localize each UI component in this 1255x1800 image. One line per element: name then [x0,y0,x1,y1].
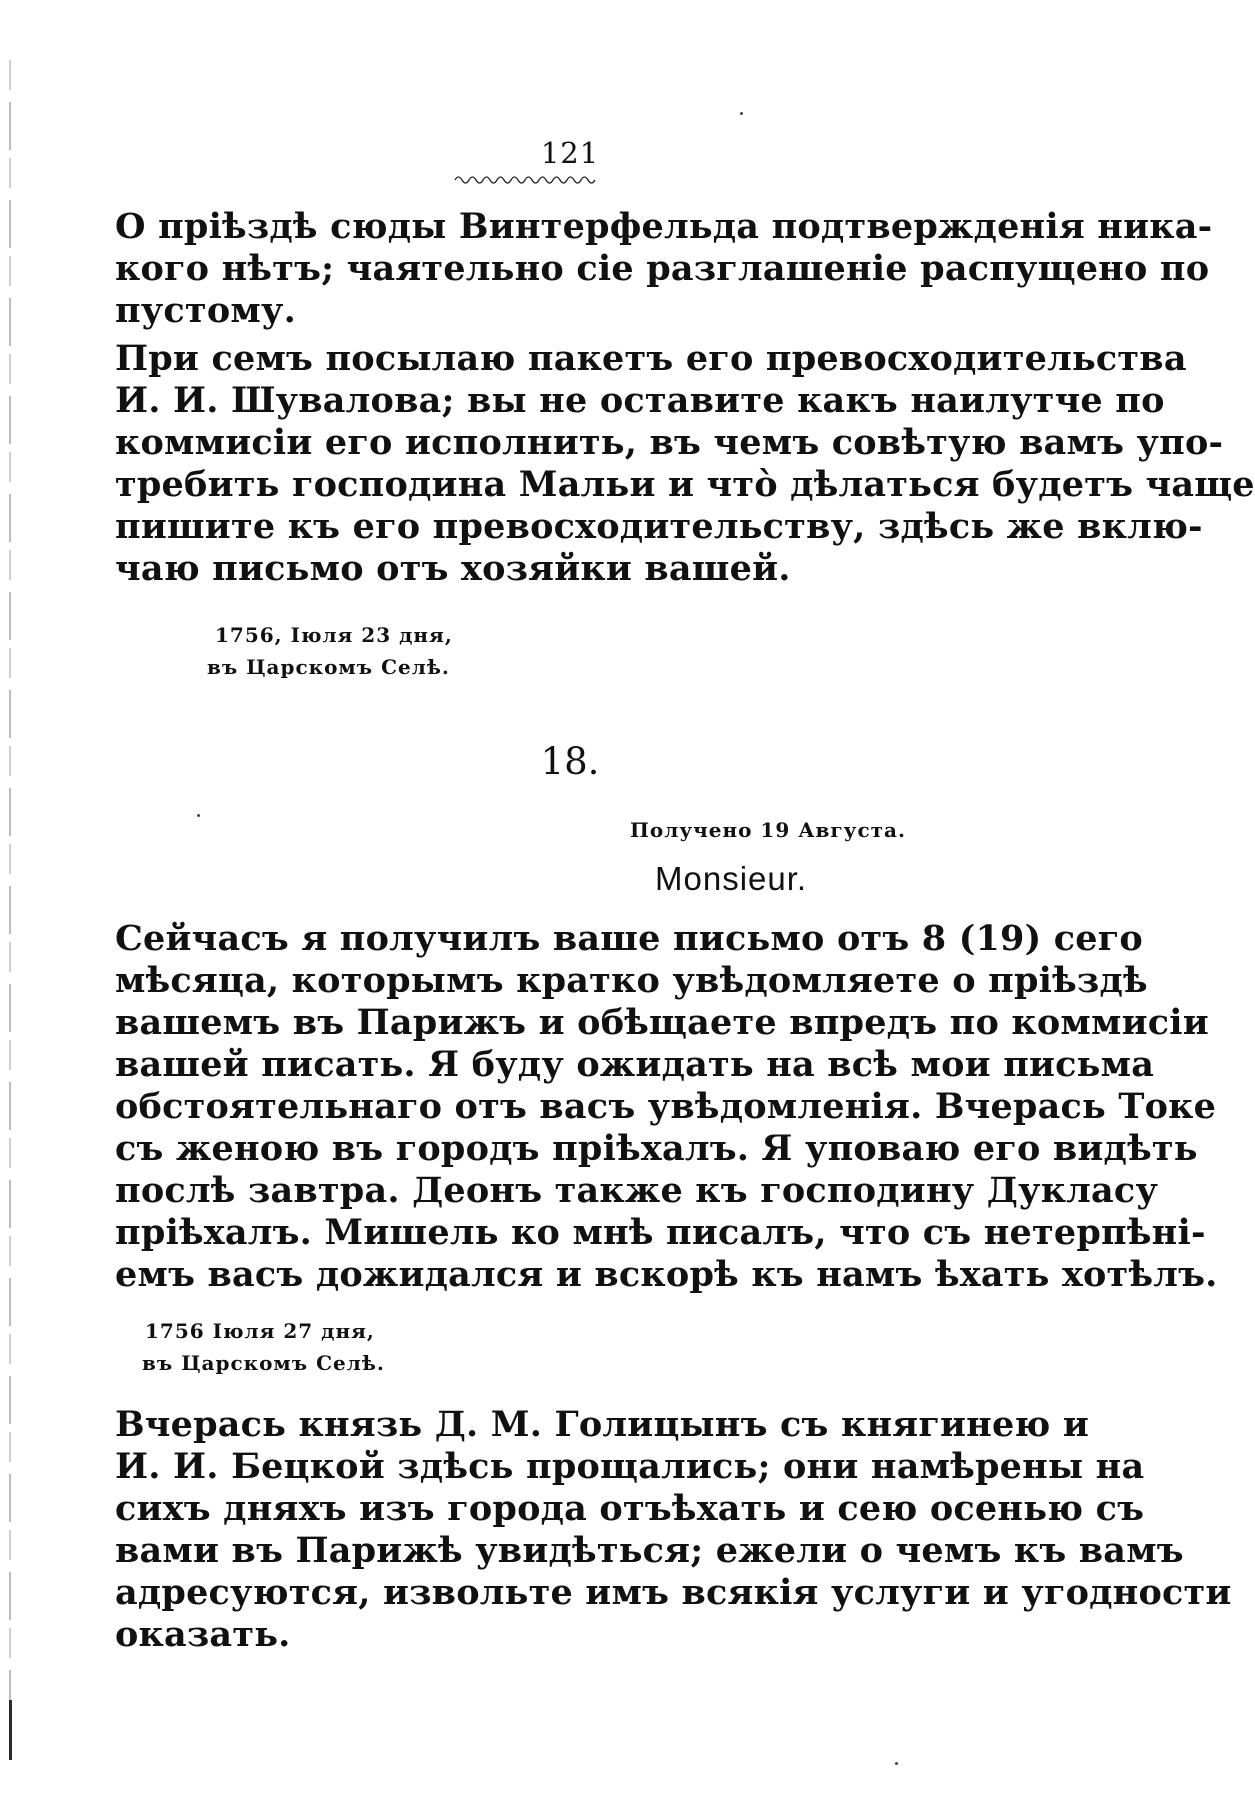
place-line: въ Царскомъ Селѣ. [142,1351,385,1375]
paragraph-1 [115,206,1213,332]
text-line: пишите къ его превосходительству, здѣсь же вклю- [115,506,1203,547]
place-line: въ Царскомъ Селѣ. [207,655,450,679]
text-line: О пріѣздѣ сюды Винтерфельда подтвержденія ника- [115,206,1213,247]
ink-speck [740,112,743,115]
text-line: вами въ Парижѣ увидѣться; ежели о чемъ къ вамъ [115,1530,1184,1571]
received-note: Получено 19 Августа. [630,818,906,842]
text-line: адресуются, извольте имъ всякія услуги и угодности [115,1572,1232,1613]
text-line: пріѣхалъ. Мишель ко мнѣ писалъ, что съ нетерпѣні- [115,1212,1206,1253]
paragraph-3 [115,918,1218,1296]
page-edge-shadow [9,60,11,1760]
text-line: И. И. Бецкой здѣсь прощались; они намѣрены на [115,1446,1145,1487]
text-line: При семъ посылаю пакетъ его превосходительства [115,338,1187,379]
text-line: пустому. [115,290,296,331]
text-line: Вчерась князь Д. М. Голицынъ съ княгинею и [115,1404,1090,1445]
text-line: чаю письмо отъ хозяйки вашей. [115,548,791,589]
ink-speck [197,814,200,817]
wavy-rule-ornament [455,172,595,184]
page-number: 121 [540,136,600,170]
date-line: 1756, Іюля 23 дня, [215,623,453,647]
text-line: обстоятельнаго отъ васъ увѣдомленія. Вчерась Токе [115,1086,1217,1127]
text-line: коммисіи его исполнить, въ чемъ совѣтую вамъ упо- [115,422,1224,463]
text-line: И. И. Шувалова; вы не оставите какъ наилутче по [115,380,1165,421]
text-line: мѣсяца, которымъ кратко увѣдомляете о пріѣздѣ [115,960,1148,1001]
text-line: сихъ дняхъ изъ города отъѣхать и сею осенью съ [115,1488,1145,1529]
text-line: кого нѣтъ; чаятельно сіе разглашеніе распущено по [115,248,1210,289]
ink-speck [895,1762,898,1765]
page-edge-mark [9,1700,12,1760]
text-line: емъ васъ дожидался и вскорѣ къ намъ ѣхать хотѣлъ. [115,1254,1218,1295]
text-line: оказать. [115,1614,291,1655]
text-line: требить господина Мальи и что̀ дѣлаться будетъ чаще [115,464,1255,505]
salutation: Monsieur. [655,860,808,897]
paragraph-4 [115,1404,1232,1656]
text-line: вашемъ въ Парижъ и обѣщаете впредъ по коммисіи [115,1002,1209,1043]
text-line: Сейчасъ я получилъ ваше письмо отъ 8 (19) сего [115,918,1143,959]
letter-number: 18. [540,740,600,783]
text-line: вашей писать. Я буду ожидать на всѣ мои письма [115,1044,1155,1085]
paragraph-2 [115,338,1255,590]
text-line: съ женою въ городъ пріѣхалъ. Я уповаю его видѣть [115,1128,1198,1169]
date-line: 1756 Іюля 27 дня, [145,1319,375,1343]
text-line: послѣ завтра. Деонъ также къ господину Дукласу [115,1170,1159,1211]
